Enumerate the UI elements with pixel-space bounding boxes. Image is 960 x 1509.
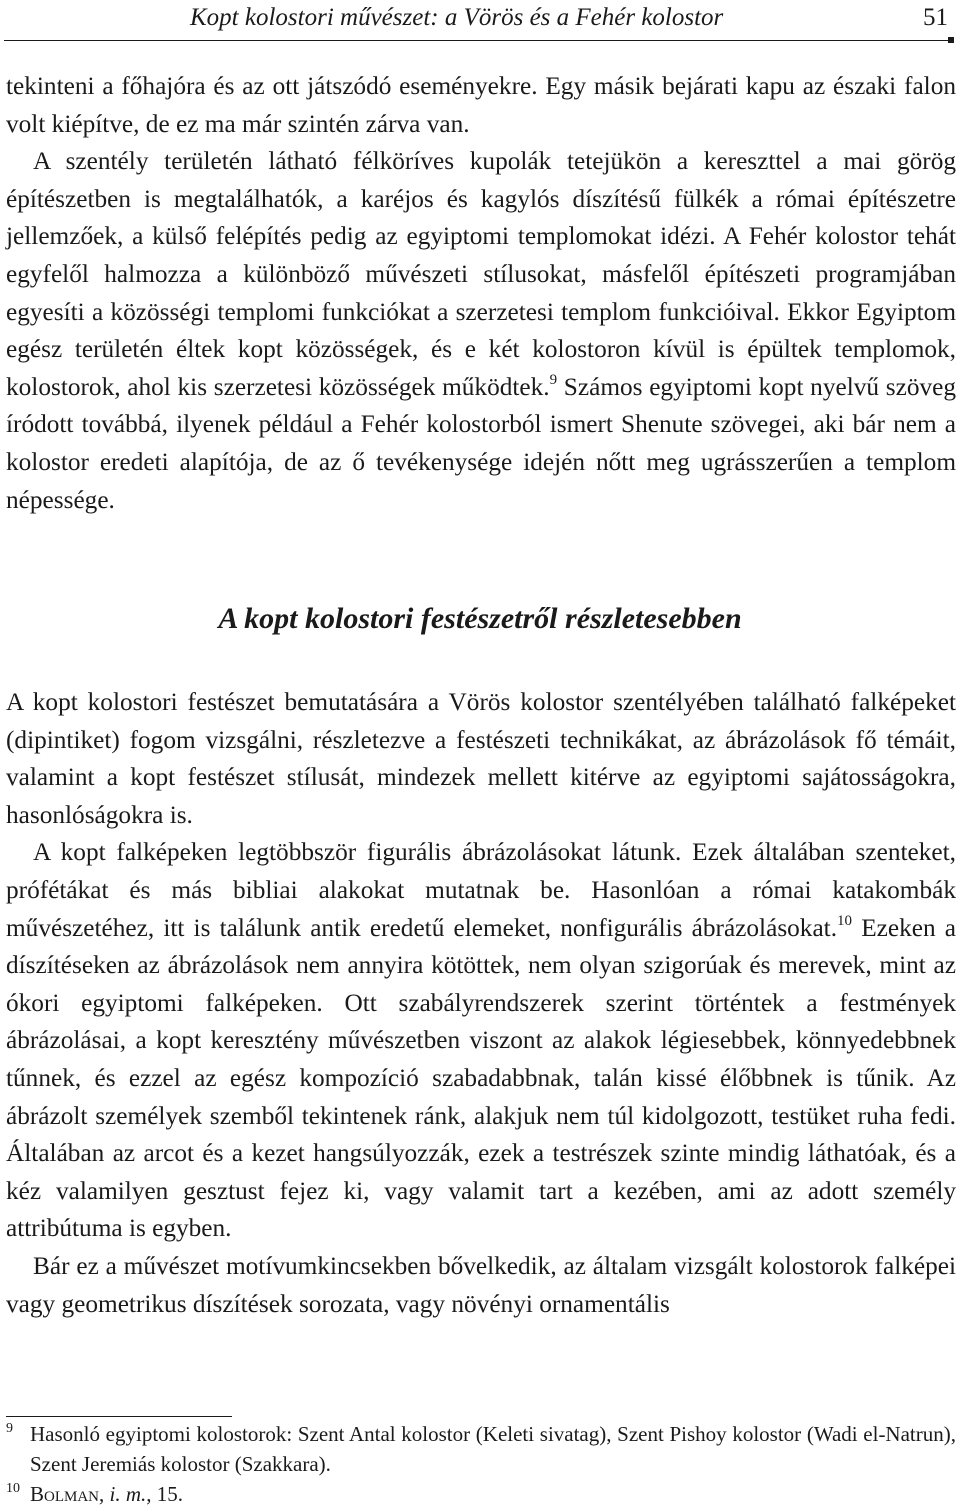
- footnote-text: Hasonló egyiptomi kolostorok: Szent Antal kolostor (Keleti sivatag), Szent Pishoy kolostor (Wadi el-Natrun), Szent Jeremiás kolostor (Szakkara).: [30, 1422, 956, 1476]
- footnote-number: 10: [6, 1481, 20, 1496]
- paragraph: [6, 834, 956, 1248]
- running-head: [0, 0, 960, 44]
- running-title: Kopt kolostori művészet: a Vörös és a Fehér kolostor: [190, 4, 724, 31]
- paragraph: Bár ez a művészet motívumkincsekben bővelkedik, az általam vizsgált kolostorok falképei vagy geometrikus díszítések sorozata, vagy növényi ornamentális: [6, 1251, 956, 1318]
- paragraph: [6, 143, 956, 519]
- footnote-page: , 15.: [146, 1482, 184, 1506]
- body-text-block-1: [6, 68, 956, 519]
- footnote-ref-9[interactable]: 9: [549, 371, 558, 388]
- paragraph: tekinteni a főhajóra és az ott játszódó eseményekre. Egy másik bejárati kapu az északi falon volt kiépítve, de ez ma már szintén zárva van.: [6, 72, 956, 138]
- footnote-number: 9: [6, 1421, 13, 1436]
- paragraph-text: Számos egyiptomi kopt nyelvű szöveg íródott továbbá, ilyenek például a Fehér kolostorból ismert Shenute szövegei, aki bár nem a kolostor eredeti alapítója, de az ő tevékenysége idején nőtt meg ugrásszerűen a templom népessége.: [6, 372, 956, 514]
- footnote-ref-10[interactable]: 10: [837, 912, 853, 929]
- footnote-10: [6, 1479, 956, 1509]
- header-rule-marker: [948, 37, 954, 43]
- footnote-9: [6, 1419, 956, 1479]
- footnotes: [6, 1419, 956, 1509]
- footnote-abbreviation: i. m.: [109, 1482, 147, 1506]
- footnote-author: Bolman: [30, 1482, 100, 1506]
- body-text-block-2: [6, 684, 956, 1323]
- footnote-separator: ,: [99, 1482, 110, 1506]
- paragraph-text: A szentély területén látható félköríves kupolák tetejükön a kereszttel a mai görög építészetben is megtalálhatók, a karéjos és kagylós díszítésű fülkék a római építészetre jellemzőek, a külső felépítés pedig az egyiptomi templomokat idézi. A Fehér kolostor tehát egyfelől halmozza a különböző művészeti stílusokat, másfelől építészeti programjában egyesíti a közösségi templomi funkciókat a szerzetesi templom funkcióival. Ekkor Egyiptom egész területén éltek kopt közösségek, és e két kolostoron kívül is épültek templomok, kolostorok, ahol kis szerzetesi közösségek működtek.: [6, 147, 956, 401]
- paragraph-text: Ezeken a díszítéseken az ábrázolások nem annyira kötöttek, nem olyan szigorúak és merevek, mint az ókori egyiptomi falképeken. Ott szabályrendszerek szerint történtek a festmények ábrázolásai, a kopt keresztény művészetben viszont az alakok légiesebbek, könnyedebbnek tűnnek, és ezzel az egész kompozíció szabadabbnak, talán kissé élőbbnek is tűnik. Az ábrázolt személyek szemből tekintenek ránk, alakjuk nem túl kidolgozott, testüket ruha fedi. Általában az arcot és a kezet hangsúlyozzák, ezek a testrészek szinte mindig láthatóak, és a kéz valamilyen gesztust fejez ki, vagy valamit tart a kezében, ami az adott személy attribútuma is egyben.: [6, 913, 956, 1243]
- footnote-rule: [6, 1416, 232, 1417]
- paragraph: A kopt kolostori festészet bemutatására a Vörös kolostor szentélyében található falképeket (dipintiket) fogom vizsgálni, részletezve a festészeti technikákat, az ábrázolások fő témáit, valamint a kopt festészet stílusát, mindezek mellett kitérve az egyiptomi sajátosságokra, hasonlóságokra is.: [6, 688, 956, 829]
- section-heading: A kopt kolostori festészetről részletesebben: [218, 602, 742, 635]
- paragraph-text: A kopt falképeken legtöbbször figurális ábrázolásokat látunk. Ezek általában szenteket, prófétákat és más bibliai alakokat mutatnak be. Hasonlóan a római katakombák művészetéhez, itt is találunk antik eredetű elemeket, nonfigurális ábrázolásokat.: [6, 838, 956, 942]
- page-number: 51: [923, 4, 948, 31]
- header-rule: [4, 40, 952, 41]
